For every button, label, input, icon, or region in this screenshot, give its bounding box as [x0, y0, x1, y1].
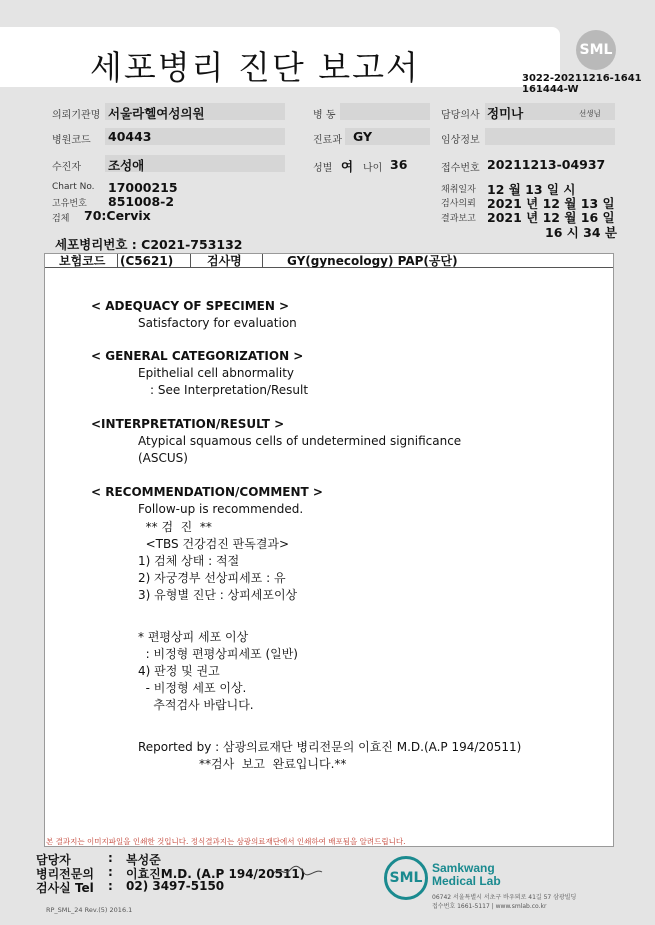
age-label: 나이: [363, 163, 383, 174]
specimen-value: 70:Cervix: [84, 208, 151, 223]
collect-label: 채취일자: [441, 185, 476, 195]
sex-label: 성별: [313, 163, 333, 174]
code-divider: [262, 254, 263, 268]
general-heading: < GENERAL CATEGORIZATION >: [91, 349, 304, 363]
document-number-line-1: 3022-20211216-1641: [522, 73, 642, 84]
hospital-code-label: 병원코드: [52, 135, 91, 146]
form-code: RP_SML_24 Rev.(5) 2016.1: [46, 906, 133, 914]
reported-by: Reported by : 삼광의료재단 병리전문의 이효진 M.D.(A.P 194/20511): [138, 740, 522, 754]
pathologist-label: 병리전문의: [36, 867, 94, 881]
signature-scribble: [272, 864, 332, 878]
recommendation-line: 1) 검체 상태 : 적절: [138, 554, 240, 568]
ward-label: 병 동: [313, 110, 336, 121]
staff-value: 복성준: [126, 853, 161, 867]
request-value: 2021 년 12 월 13 일: [487, 196, 615, 211]
specimen-label: 검체: [52, 214, 70, 224]
company-address-line-2: 접수번호 1661-5117 | www.smlab.co.kr: [432, 903, 547, 910]
company-address-line-1: 06742 서울특별시 서초구 바우뫼로 41길 57 삼광빌딩: [432, 894, 577, 901]
age-value: 36: [390, 157, 408, 172]
unique-label: 고유번호: [52, 199, 87, 209]
institution-value: 서울라헬여성의원: [108, 106, 205, 121]
company-address: [432, 893, 576, 911]
lab-tel-colon: :: [108, 879, 113, 893]
clinical-field-bg: [485, 128, 615, 145]
sml-logo-badge: SML: [576, 30, 616, 70]
sex-value: 여: [341, 159, 354, 174]
doctor-value: 정미나: [487, 106, 524, 121]
chart-label: Chart No.: [52, 182, 95, 192]
patient-value: 조성애: [108, 158, 145, 173]
dept-label: 진료과: [313, 135, 342, 146]
company-name-line-1: Samkwang: [432, 861, 495, 875]
recommendation-line: <TBS 건강검진 판독결과>: [138, 537, 290, 551]
interpretation-text-2: (ASCUS): [138, 451, 188, 465]
recommendation-line: 2) 자궁경부 선상피세포 : 유: [138, 571, 286, 585]
hospital-code-value: 40443: [108, 129, 152, 144]
document-number: [522, 73, 642, 95]
clinical-label: 임상정보: [441, 135, 480, 146]
doctor-label: 담당의사: [441, 110, 480, 121]
ward-field-bg: [340, 103, 430, 120]
recommendation-line: - 비정형 세포 이상.: [138, 681, 247, 695]
test-name-value: GY(gynecology) PAP(공단): [287, 254, 458, 268]
recommendation-heading: < RECOMMENDATION/COMMENT >: [91, 485, 323, 499]
report-body: [44, 253, 614, 847]
pathologist-colon: :: [108, 865, 113, 879]
recommendation-line: : 비정형 편평상피세포 (일반): [138, 647, 298, 661]
adequacy-text: Satisfactory for evaluation: [138, 316, 297, 330]
insurance-code-label: 보험코드: [59, 254, 106, 268]
pathologist-value: 이효진M.D. (A.P 194/20511): [126, 867, 306, 881]
receipt-label: 접수번호: [441, 163, 480, 174]
collect-value: 12 월 13 일 시: [487, 182, 576, 197]
interpretation-heading: <INTERPRETATION/RESULT >: [91, 417, 285, 431]
recommendation-line: 추적검사 바랍니다.: [138, 698, 254, 712]
sml-logo-icon: SML: [384, 856, 428, 900]
patient-label: 수진자: [52, 162, 81, 173]
interpretation-text-1: Atypical squamous cells of undetermined significance: [138, 434, 462, 448]
general-text-1: Epithelial cell abnormality: [138, 366, 295, 380]
institution-label: 의뢰기관명: [52, 110, 101, 121]
report-complete: **검사 보고 완료입니다.**: [199, 757, 347, 771]
document-number-line-2: 161444-W: [522, 84, 579, 95]
company-name: [432, 862, 501, 888]
code-divider: [190, 254, 191, 268]
report-time-value: 16 시 34 분: [545, 225, 617, 240]
lab-tel-label: 검사실 Tel: [36, 881, 94, 895]
doctor-suffix: 선생님: [579, 109, 601, 118]
code-divider: [117, 254, 118, 268]
recommendation-line: 3) 유형별 진단 : 상피세포이상: [138, 588, 298, 602]
general-text-2: : See Interpretation/Result: [150, 383, 309, 397]
unique-value: 851008-2: [108, 194, 175, 209]
company-name-line-2: Medical Lab: [432, 874, 501, 888]
recommendation-line: Follow-up is recommended.: [138, 502, 304, 516]
report-date-value: 2021 년 12 월 16 일: [487, 210, 615, 225]
request-label: 검사의뢰: [441, 199, 476, 209]
recommendation-line: * 편평상피 세포 이상: [138, 630, 249, 644]
chart-value: 17000215: [108, 180, 178, 195]
dept-value: GY: [353, 129, 373, 144]
disclaimer: 본 결과지는 이미지파일을 인쇄한 것입니다. 정식결과지는 삼광의료재단에서 인쇄하여 배포됨을 알려드립니다.: [46, 837, 406, 846]
receipt-value: 20211213-04937: [487, 157, 606, 172]
test-name-label: 검사명: [207, 254, 242, 268]
report-date-label: 결과보고: [441, 214, 476, 224]
lab-tel-value: 02) 3497-5150: [126, 879, 225, 893]
recommendation-line: ** 검 진 **: [138, 520, 212, 534]
code-row: [45, 254, 613, 268]
staff-colon: :: [108, 851, 113, 865]
insurance-code-value: (C5621): [120, 254, 174, 268]
adequacy-heading: < ADEQUACY OF SPECIMEN >: [91, 299, 290, 313]
pathology-number: 세포병리번호 : C2021-753132: [55, 237, 243, 252]
staff-label: 담당자: [36, 853, 71, 867]
page-title: 세포병리 진단 보고서: [90, 48, 420, 87]
recommendation-line: 4) 판정 및 권고: [138, 664, 220, 678]
